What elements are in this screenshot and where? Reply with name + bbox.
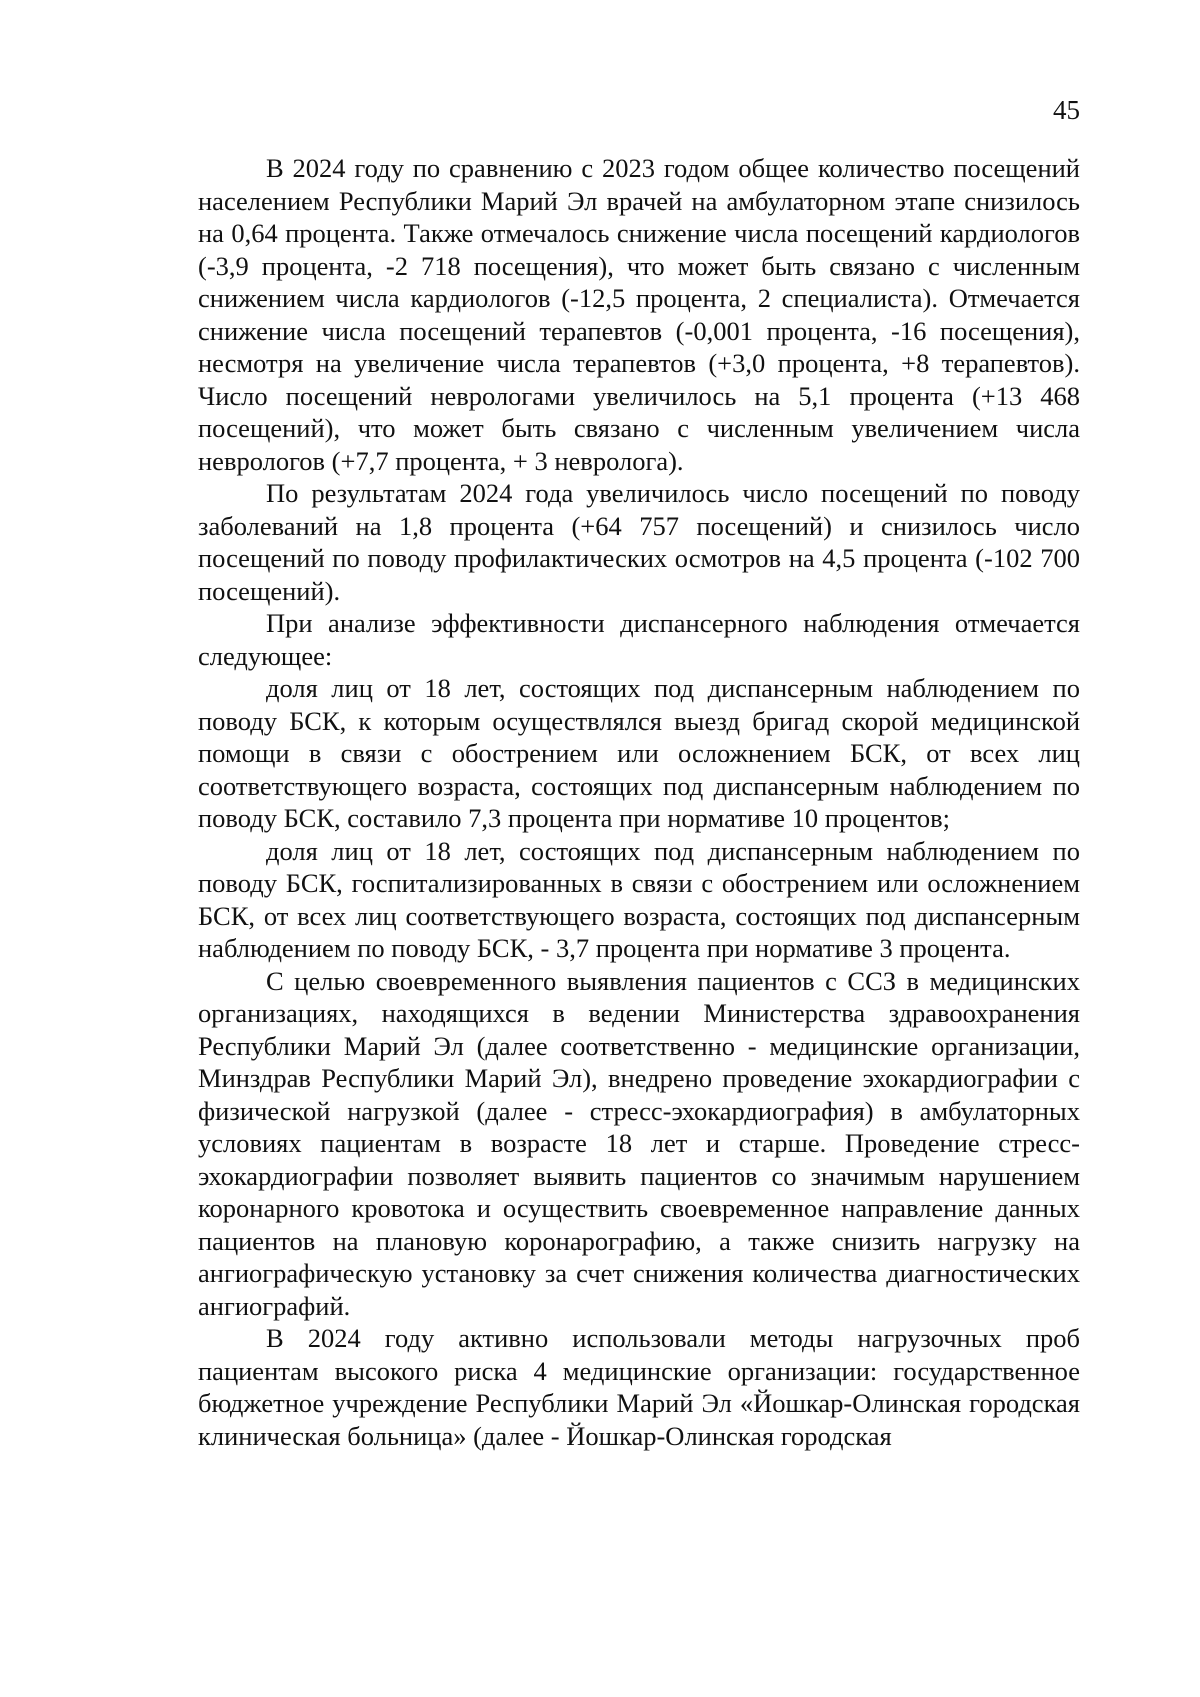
paragraph-hospitalization-share: доля лиц от 18 лет, состоящих под диспансерным наблюдением по поводу БСК, госпитализированных в связи с обострением или осложнением БСК, от всех лиц соответствующего возраста, состоящих под диспансерным наблюдением по поводу БСК, - 3,7 процента при нормативе 3 процента. [198, 835, 1080, 963]
paragraph-ambulance-share: доля лиц от 18 лет, состоящих под диспансерным наблюдением по поводу БСК, к которым осуществлялся выезд бригад скорой медицинской помощи в связи с обострением или осложнением БСК, от всех лиц соответствующего возраста, состоящих под диспансерным наблюдением по поводу БСК, составило 7,3 процента при нормативе 10 процентов; [198, 673, 1080, 833]
page-number: 45 [1053, 95, 1080, 125]
paragraph-stress-echo: С целью своевременного выявления пациентов с ССЗ в медицинских организациях, находящихся в ведении Министерства здравоохранения Республики Марий Эл (далее соответственно - медицинские организации, Минздрав Республики Марий Эл), внедрено проведение эхокардиографии с физической нагрузкой (далее - стресс-эхокардиография) в амбулаторных условиях пациентам в возрасте 18 лет и старше. Проведение стресс-эхокардиографии позволяет выявить пациентов со значимым нарушением коронарного кровотока и осуществить своевременное направление данных пациентов на плановую коронарографию, а также снизить нагрузку на ангиографическую установку за счет снижения количества диагностических ангиографий. [198, 965, 1080, 1321]
paragraph-visits-overview: В 2024 году по сравнению с 2023 годом общее количество посещений населением Республики Марий Эл врачей на амбулаторном этапе снизилось на 0,64 процента. Также отмечалось снижение числа посещений кардиологов (-3,9 процента, -2 718 посещения), что может быть связано с численным снижением числа кардиологов (-12,5 процента, 2 специалиста). Отмечается снижение числа посещений терапевтов (-0,001 процента, -16 посещения), несмотря на увеличение числа терапевтов (+3,0 процента, +8 терапевтов). Число посещений неврологами увеличилось на 5,1 процента (+13 468 посещений), что может быть связано с численным увеличением числа неврологов (+7,7 процента, + 3 невролога). [198, 153, 1080, 476]
paragraph-load-tests: В 2024 году активно использовали методы нагрузочных проб пациентам высокого риска 4 медицинские организации: государственное бюджетное учреждение Республики Марий Эл «Йошкар-Олинская городская клиническая больница» (далее - Йошкар-Олинская городская [198, 1323, 1080, 1451]
paragraph-visits-results: По результатам 2024 года увеличилось число посещений по поводу заболеваний на 1,8 процента (+64 757 посещений) и снизилось число посещений по поводу профилактических осмотров на 4,5 процента (-102 700 посещений). [198, 478, 1080, 606]
paragraph-dispensary-analysis: При анализе эффективности диспансерного наблюдения отмечается следующее: [198, 608, 1080, 671]
document-body [198, 152, 1080, 1452]
